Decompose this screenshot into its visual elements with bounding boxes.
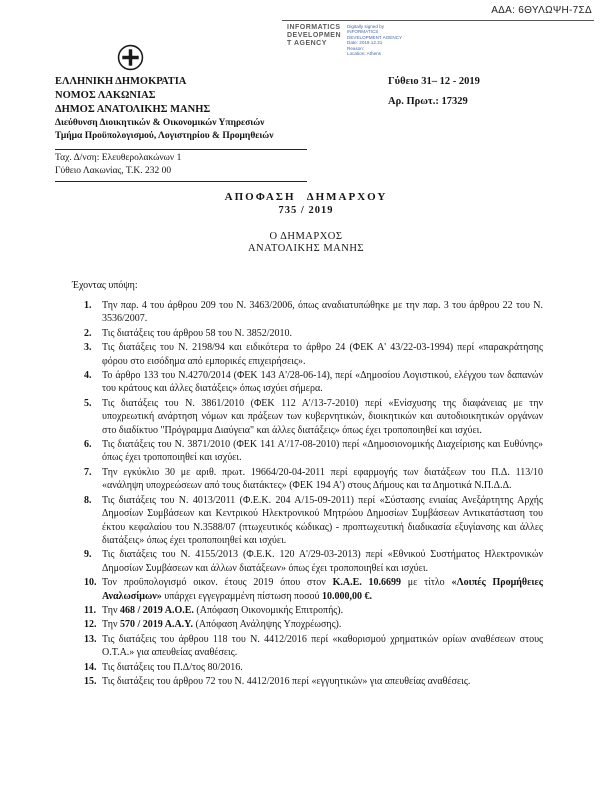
item-text: Το άρθρο 133 του Ν.4270/2014 (ΦΕΚ 143 Α'/28-06-14), περί «Δημοσίου Λογιστικού, ελέγχου των δαπανών του κράτους και άλλες διατάξεις» όπως ισχύει σήμερα.	[102, 370, 543, 395]
stamp-agency-name	[287, 24, 341, 48]
protocol-number: Αρ. Πρωτ.: 17329	[388, 96, 468, 107]
item-number: 13.	[84, 633, 97, 645]
item-number: 12.	[84, 619, 97, 631]
list-item	[84, 633, 543, 660]
decision-title: ΑΠΟΦΑΣΗ ΔΗΜΑΡΧΟΥ	[224, 191, 388, 203]
list-item	[84, 604, 543, 617]
stamp-agency-line: T AGENCY	[287, 40, 327, 47]
item-text: Τις διατάξεις του Ν. 4155/2013 (Φ.Ε.Κ. 120 Α'/29-03-2013) περί «Εθνικού Συστήματος Ηλεκτρονικών Δημοσίων Συμβάσεων και άλλων διατάξεων» όπως έχει τροποποιηθεί και ισχύει.	[102, 549, 543, 574]
municipality-line: ΑΝΑΤΟΛΙΚΗΣ ΜΑΝΗΣ	[247, 243, 365, 254]
item-text: Την εγκύκλιο 30 με αριθ. πρωτ. 19664/20-04-2011 περί εφαρμογής των διατάξεων του Π.Δ. 113/10 «ανάληψη υποχρεώσεων από τους διατάκτες» (ΦΕΚ 194 Α') στους Δήμους και τα Δημοτικά Ν.Π.Δ.Δ.	[102, 466, 543, 492]
stamp-agency-line: DEVELOPMEN	[287, 32, 342, 39]
item-number: 3.	[84, 342, 92, 354]
stamp-signature-line: Reason:	[347, 45, 365, 51]
ada-code: ΑΔΑ: 6ΘΥΛΩΨΗ-7ΣΔ	[491, 5, 592, 16]
stamp-signature-line: Date: 2019.12.31	[347, 40, 383, 46]
issuer-prefecture: ΝΟΜΟΣ ΛΑΚΩΝΙΑΣ	[55, 90, 156, 101]
list-item	[84, 548, 543, 575]
issuer-republic: ΕΛΛΗΝΙΚΗ ΔΗΜΟΚΡΑΤΙΑ	[55, 76, 187, 87]
list-item	[84, 341, 543, 368]
list-item	[84, 576, 543, 603]
issuer-city: Γύθειο Λακωνίας, Τ.Κ. 232 00	[55, 165, 307, 182]
decision-number: 735 / 2019	[278, 205, 334, 216]
item-text: Τις διατάξεις του Π.Δ/τος 80/2016.	[102, 661, 243, 673]
item-number: 2.	[84, 327, 92, 339]
item-number: 15.	[84, 675, 97, 687]
item-number: 11.	[84, 604, 96, 616]
stamp-signature-line: Digitally signed by	[347, 24, 385, 29]
item-text: Τις διατάξεις του Ν. 2198/94 και ειδικότερα το άρθρο 24 (ΦΕΚ Α' 43/22-03-1994) περί «παρακράτησης φόρου στο εισόδημα από εμπορικές επιχειρήσεις».	[102, 342, 543, 367]
issuer-block	[55, 75, 307, 182]
document-date: Γύθειο 31– 12 - 2019	[388, 76, 480, 87]
issuer-address: Ταχ. Δ/νση: Ελευθερολακώνων 1	[55, 149, 307, 165]
issuer-municipality: ΔΗΜΟΣ ΑΝΑΤΟΛΙΚΗΣ ΜΑΝΗΣ	[55, 104, 211, 115]
item-number: 1.	[84, 300, 92, 311]
considerations-list	[84, 299, 543, 689]
list-item	[84, 466, 543, 493]
list-item	[84, 397, 543, 437]
item-text: Τις διατάξεις του Ν. 3861/2010 (ΦΕΚ 112 Α'/13-7-2010) περί «Ενίσχυσης της διαφάνειας με την υποχρεωτική ανάρτηση νόμων και πράξεων των κυβερνητικών, διοικητικών και αυτοδιοικητικών οργάνων στο διαδίκτυο "Πρόγραμμα Διαύγεια" και άλλες διατάξεις» όπως έχει τροποποιηθεί και ισχύει.	[102, 397, 543, 436]
item-number: 10.	[84, 577, 97, 589]
item-text: Τις διατάξεις του άρθρου 72 του Ν. 4412/2016 περί «εγγυητικών» για απευθείας αναθέσεις.	[102, 675, 471, 687]
date-protocol-block	[388, 76, 480, 107]
list-item	[84, 438, 543, 465]
stamp-signature-line: Location: Athens	[347, 51, 381, 57]
title-block	[0, 191, 612, 254]
list-item	[84, 494, 543, 548]
greek-emblem-icon	[117, 44, 144, 71]
item-number: 8.	[84, 494, 92, 506]
item-text: Τις διατάξεις του άρθρου 118 του Ν. 4412/2016 περί «καθορισμού χρηματικών ορίων αναθέσεων στους Ο.Τ.Α.» για απευθείας αναθέσεις.	[102, 633, 543, 659]
stamp-signature-line: INFORMATICS	[347, 29, 379, 35]
item-text: Τις διατάξεις του Ν. 4013/2011 (Φ.Ε.Κ. 204 Α/15-09-2011) περί «Σύστασης ενιαίας Ανεξάρτητης Αρχής Δημοσίων Συμβάσεων και Κεντρικού Ηλεκτρονικού Μητρώου Δημοσίων Συμβάσεων Αντικατάσταση του έκτου κεφαλαίου του Ν.3588/07 (πτωχευτικός κώδικας) - προπτωχευτική διαδικασία εξυγίανσης και άλλες διατάξεις» όπως έχει τροποποιηθεί και ισχύει.	[102, 494, 543, 546]
intro-line: Έχοντας υπόψη:	[72, 280, 138, 291]
list-item	[84, 369, 543, 396]
item-text: Την 570 / 2019 Α.Α.Υ. (Απόφαση Ανάληψης Υποχρέωσης).	[102, 619, 342, 631]
header-divider	[282, 20, 594, 21]
item-text: Τις διατάξεις του Ν. 3871/2010 (ΦΕΚ 141 Α'/17-08-2010) περί «Δημοσιονομικής Διαχείρισης και Ευθύνης» όπως έχει τροποποιηθεί και ισχύει.	[102, 439, 543, 464]
item-text: Την 468 / 2019 Α.Ο.Ε. (Απόφαση Οικονομικής Επιτροπής).	[102, 604, 344, 616]
item-number: 5.	[84, 397, 92, 409]
item-number: 14.	[84, 661, 97, 673]
item-number: 6.	[84, 439, 92, 451]
item-number: 7.	[84, 466, 92, 478]
item-number: 4.	[84, 370, 92, 382]
mayor-line: Ο ΔΗΜΑΡΧΟΣ	[269, 231, 343, 242]
item-text: Τις διατάξεις του άρθρου 58 του Ν. 3852/2010.	[102, 327, 293, 339]
issuer-directorate: Διεύθυνση Διοικητικών & Οικονομικών Υπηρεσιών	[55, 118, 265, 128]
list-item	[84, 618, 543, 631]
item-number: 9.	[84, 549, 92, 561]
issuer-department: Τμήμα Προϋπολογισμού, Λογιστηρίου & Προμηθειών	[55, 131, 274, 141]
list-item	[84, 327, 543, 340]
stamp-signature-details	[347, 24, 402, 56]
digital-signature-stamp	[287, 24, 402, 56]
stamp-signature-line: DEVELOPMENT AGENCY	[347, 34, 403, 40]
list-item	[84, 661, 543, 674]
stamp-agency-line: INFORMATICS	[287, 24, 341, 31]
item-text: Τον προϋπολογισμό οικον. έτους 2019 όπου στον Κ.Α.Ε. 10.6699 με τίτλο «Λοιπές Προμήθειες Αναλωσίμων» υπάρχει εγγεγραμμένη πίστωση ποσού 10.000,00 €.	[102, 577, 544, 602]
list-item	[84, 299, 543, 326]
item-text: Την παρ. 4 του άρθρου 209 του Ν. 3463/2006, όπως αναδιατυπώθηκε με την παρ. 3 του άρθρου 22 του Ν. 3536/2007.	[102, 300, 543, 325]
list-item	[84, 675, 543, 688]
